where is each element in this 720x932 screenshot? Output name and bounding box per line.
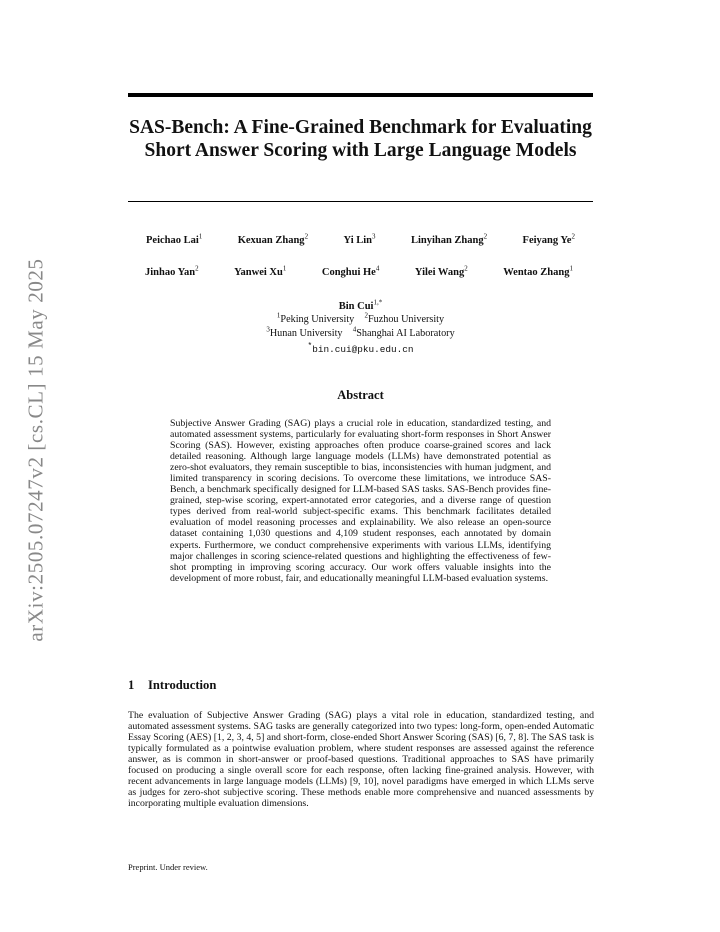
author: Jinhao Yan$^2$ [145, 264, 199, 278]
title-top-rule [128, 93, 593, 97]
author: Yilei Wang$^2$ [414, 264, 468, 278]
author: Linyihan Zhang$^2$ [410, 232, 488, 246]
author-row-1 [128, 232, 593, 246]
corresponding-author: Bin Cui$^{1,*}$ [338, 298, 383, 312]
arxiv-sidebar [16, 240, 56, 660]
author: Feiyang Ye$^2$ [522, 232, 575, 246]
section-heading [128, 678, 216, 693]
introduction-paragraph: The evaluation of Subjective Answer Grading (SAG) plays a vital role in education, standardized testing, and automated assessment systems. SAG tasks are generally categorized into two types: long-form, open-ended Automatic Essay Scoring (AES) [1, 2, 3, 4, 5] and short-form, close-ended Short Answer Scoring (SAS) [6, 7, 8]. The SAS task is typically formulated as a pointwise evaluation problem, where student responses are assessed against the reference answer, as is common in short-answer or proof-based questions. Traditional approaches to SAS have primarily focused on producing a single overall score for each response, often lacking fine-grained analysis. However, with recent advancements in large language models (LLMs) [9, 10], novel paradigms have emerged in which LLMs serve as judges for zero-shot subjective scoring. These methods enable more comprehensive and nuanced assessments by incorporating multiple evaluation dimensions. [128, 710, 594, 810]
preprint-note: Preprint. Under review. [128, 862, 208, 872]
abstract-heading: Abstract [337, 388, 384, 402]
abstract-body: Subjective Answer Grading (SAG) plays a crucial role in education, standardized testing, and automated assessment systems, particularly for evaluating short-form responses in Short Answer Scoring (SAS). However, existing approaches often produce coarse-grained scores and lack detailed reasoning. Although large language models (LLMs) have demonstrated potential as zero-shot evaluators, they remain susceptible to bias, inconsistencies with human judgment, and limited transparency in scoring decisions. To overcome these limitations, we introduce SAS-Bench, a benchmark specifically designed for LLM-based SAS tasks. SAS-Bench provides fine-grained, step-wise scoring, expert-annotated error categories, and a diverse range of question types derived from real-world subject-specific exams. This benchmark facilitates detailed evaluation of model reasoning processes and explainability. We also release an open-source dataset containing 1,030 questions and 4,109 student responses, each annotated by domain experts. Furthermore, we conduct comprehensive experiments with various LLMs, identifying major challenges in scoring science-related questions and highlighting the effectiveness of few-shot prompting in improving scoring accuracy. Our work offers valuable insights into the development of more robust, fair, and educationally meaningful LLM-based evaluation systems. [170, 418, 551, 584]
author: Yanwei Xu$^1$ [234, 264, 287, 278]
author: Peichao Lai$^1$ [146, 232, 203, 246]
section-number: 1 [128, 678, 135, 692]
author: Wentao Zhang$^1$ [503, 264, 573, 278]
author: Yi Lin$^3$ [343, 232, 376, 246]
arxiv-identifier: arXiv:2505.07247v2 [cs.CL] 15 May 2025 [23, 258, 48, 642]
title-bottom-rule [128, 201, 593, 202]
author-row-2 [128, 264, 593, 278]
affiliations-line-2: $^3$Hunan University $^4$Shanghai AI Laboratory [266, 325, 455, 339]
section-title: Introduction [148, 678, 217, 692]
contact-email[interactable]: *bin.cui@pku.edu.cn [307, 342, 414, 356]
affiliations-line-1: $^1$Peking University $^2$Fuzhou University [276, 311, 445, 325]
paper-title: SAS-Bench: A Fine-Grained Benchmark for Evaluating Short Answer Scoring with Large Language Models [129, 117, 592, 161]
author: Kexuan Zhang$^2$ [237, 232, 309, 246]
author: Conghui He$^4$ [321, 264, 380, 278]
